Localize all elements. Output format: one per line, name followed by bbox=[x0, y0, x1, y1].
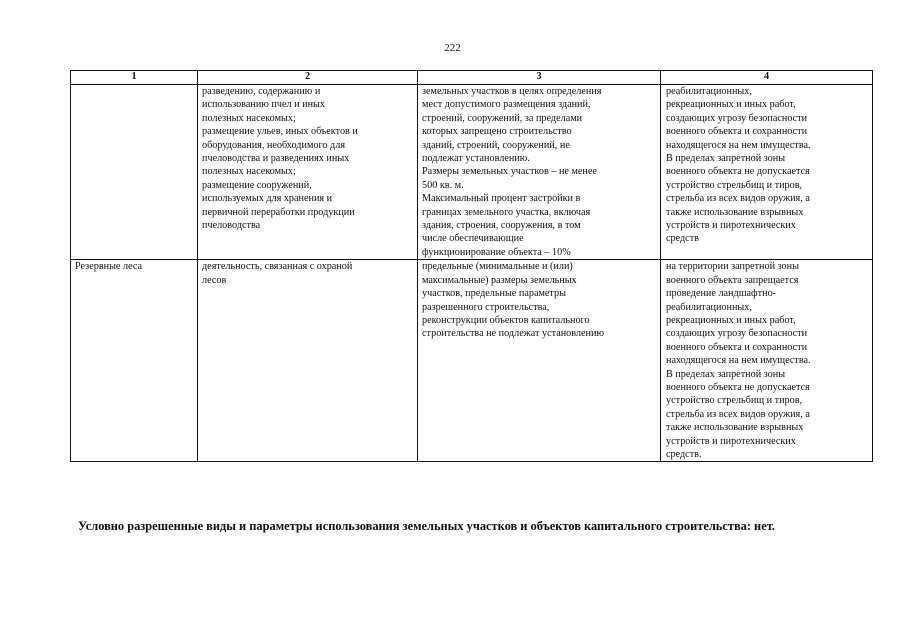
cell-line: военного объекта запрещается bbox=[666, 274, 799, 286]
column-header-2: 2 bbox=[198, 71, 418, 85]
cell-line: Максимальный процент застройки в bbox=[422, 193, 581, 205]
cell-line: пчеловодства bbox=[202, 220, 261, 232]
cell-line: полезных насекомых; bbox=[202, 112, 296, 124]
cell-line: разрешенного строительства, bbox=[422, 301, 550, 313]
conditional-uses-note: Условно разрешенные виды и параметры использования земельных участков и объектов капитального строительства: нет. bbox=[78, 519, 775, 533]
cell-line: размещение сооружений, bbox=[202, 179, 312, 191]
cell-line: реабилитационных, bbox=[666, 301, 752, 313]
cell-line: военного объекта не допускается bbox=[666, 166, 810, 178]
cell-line: средств bbox=[666, 233, 699, 245]
cell-line: размещение ульев, иных объектов и bbox=[202, 126, 358, 138]
cell-line: 500 кв. м. bbox=[422, 179, 464, 191]
cell-line: также использование взрывных bbox=[666, 422, 804, 434]
cell-line: оборудования, необходимого для bbox=[202, 139, 346, 151]
cell-line: первичной переработки продукции bbox=[202, 206, 355, 218]
table-row bbox=[71, 85, 873, 260]
cell-line: мест допустимого размещения зданий, bbox=[422, 99, 591, 111]
cell-line: устройств и пиротехнических bbox=[666, 220, 796, 232]
table-row bbox=[71, 260, 873, 462]
cell-line: использованию пчел и иных bbox=[202, 99, 326, 111]
cell-line: пчеловодства и разведениях иных bbox=[202, 153, 350, 165]
cell-line: реконструкции объектов капитального bbox=[422, 314, 590, 326]
cell-line: зданий, строений, сооружений, не bbox=[422, 139, 570, 151]
regulations-table bbox=[70, 70, 873, 462]
cell-line: используемых для хранения и bbox=[202, 193, 333, 205]
cell-line: предельные (минимальные и (или) bbox=[422, 261, 573, 273]
cell-line: устройств и пиротехнических bbox=[666, 435, 796, 447]
cell-line: средств. bbox=[666, 448, 702, 460]
cell-line: находящегося на нем имущества. bbox=[666, 139, 811, 151]
cell-line: также использование взрывных bbox=[666, 206, 804, 218]
cell-line: лесов bbox=[202, 274, 227, 286]
cell-line: Резервные леса bbox=[75, 261, 143, 273]
column-header-4: 4 bbox=[661, 71, 873, 85]
cell-line: устройство стрельбищ и тиров, bbox=[666, 395, 803, 407]
cell-line: рекреационных и иных работ, bbox=[666, 314, 796, 326]
cell-line: военного объекта не допускается bbox=[666, 381, 810, 393]
cell-line: разведению, содержанию и bbox=[202, 86, 321, 97]
parameters-cell bbox=[418, 260, 661, 462]
cell-line: функционирование объекта – 10% bbox=[422, 246, 571, 258]
restrictions-cell bbox=[661, 85, 873, 260]
cell-line: полезных насекомых; bbox=[202, 166, 296, 178]
cell-line: на территории запретной зоны bbox=[666, 261, 799, 273]
cell-line: реабилитационных, bbox=[666, 86, 752, 97]
cell-line: строительства не подлежат установлению bbox=[422, 328, 605, 340]
cell-line: находящегося на нем имущества. bbox=[666, 355, 811, 367]
cell-line: границах земельного участка, включая bbox=[422, 206, 591, 218]
cell-line: В пределах запретной зоны bbox=[666, 153, 786, 165]
column-header-1: 1 bbox=[71, 71, 198, 85]
cell-line: создающих угрозу безопасности bbox=[666, 112, 808, 124]
permitted-use-cell bbox=[198, 85, 418, 260]
cell-line: деятельность, связанная с охраной bbox=[202, 261, 353, 273]
cell-line: подлежат установлению. bbox=[422, 153, 530, 165]
cell-line: рекреационных и иных работ, bbox=[666, 99, 796, 111]
cell-line: здания, строения, сооружения, в том bbox=[422, 220, 581, 232]
cell-line: строений, сооружений, за пределами bbox=[422, 112, 583, 124]
cell-line: В пределах запретной зоны bbox=[666, 368, 786, 380]
column-header-3: 3 bbox=[418, 71, 661, 85]
cell-line: максимальные) размеры земельных bbox=[422, 274, 577, 286]
parameters-cell bbox=[418, 85, 661, 260]
table-header-row bbox=[71, 71, 873, 85]
cell-line: числе обеспечивающие bbox=[422, 233, 524, 245]
page-number: 222 bbox=[444, 42, 461, 54]
permitted-use-cell bbox=[198, 260, 418, 462]
cell-line: стрельба из всех видов оружия, а bbox=[666, 408, 810, 420]
cell-line: стрельба из всех видов оружия, а bbox=[666, 193, 810, 205]
cell-line: Размеры земельных участков – не менее bbox=[422, 166, 597, 178]
cell-line: земельных участков в целях определения bbox=[422, 86, 602, 97]
cell-line: военного объекта и сохранности bbox=[666, 126, 808, 138]
zone-name-cell bbox=[71, 85, 198, 260]
zone-name-cell bbox=[71, 260, 198, 462]
restrictions-cell bbox=[661, 260, 873, 462]
cell-line: военного объекта и сохранности bbox=[666, 341, 808, 353]
cell-line: которых запрещено строительство bbox=[422, 126, 572, 138]
cell-line: устройство стрельбищ и тиров, bbox=[666, 179, 803, 191]
cell-line: создающих угрозу безопасности bbox=[666, 328, 808, 340]
cell-line: участков, предельные параметры bbox=[422, 288, 566, 300]
cell-line: проведение ландшафтно- bbox=[666, 288, 777, 300]
